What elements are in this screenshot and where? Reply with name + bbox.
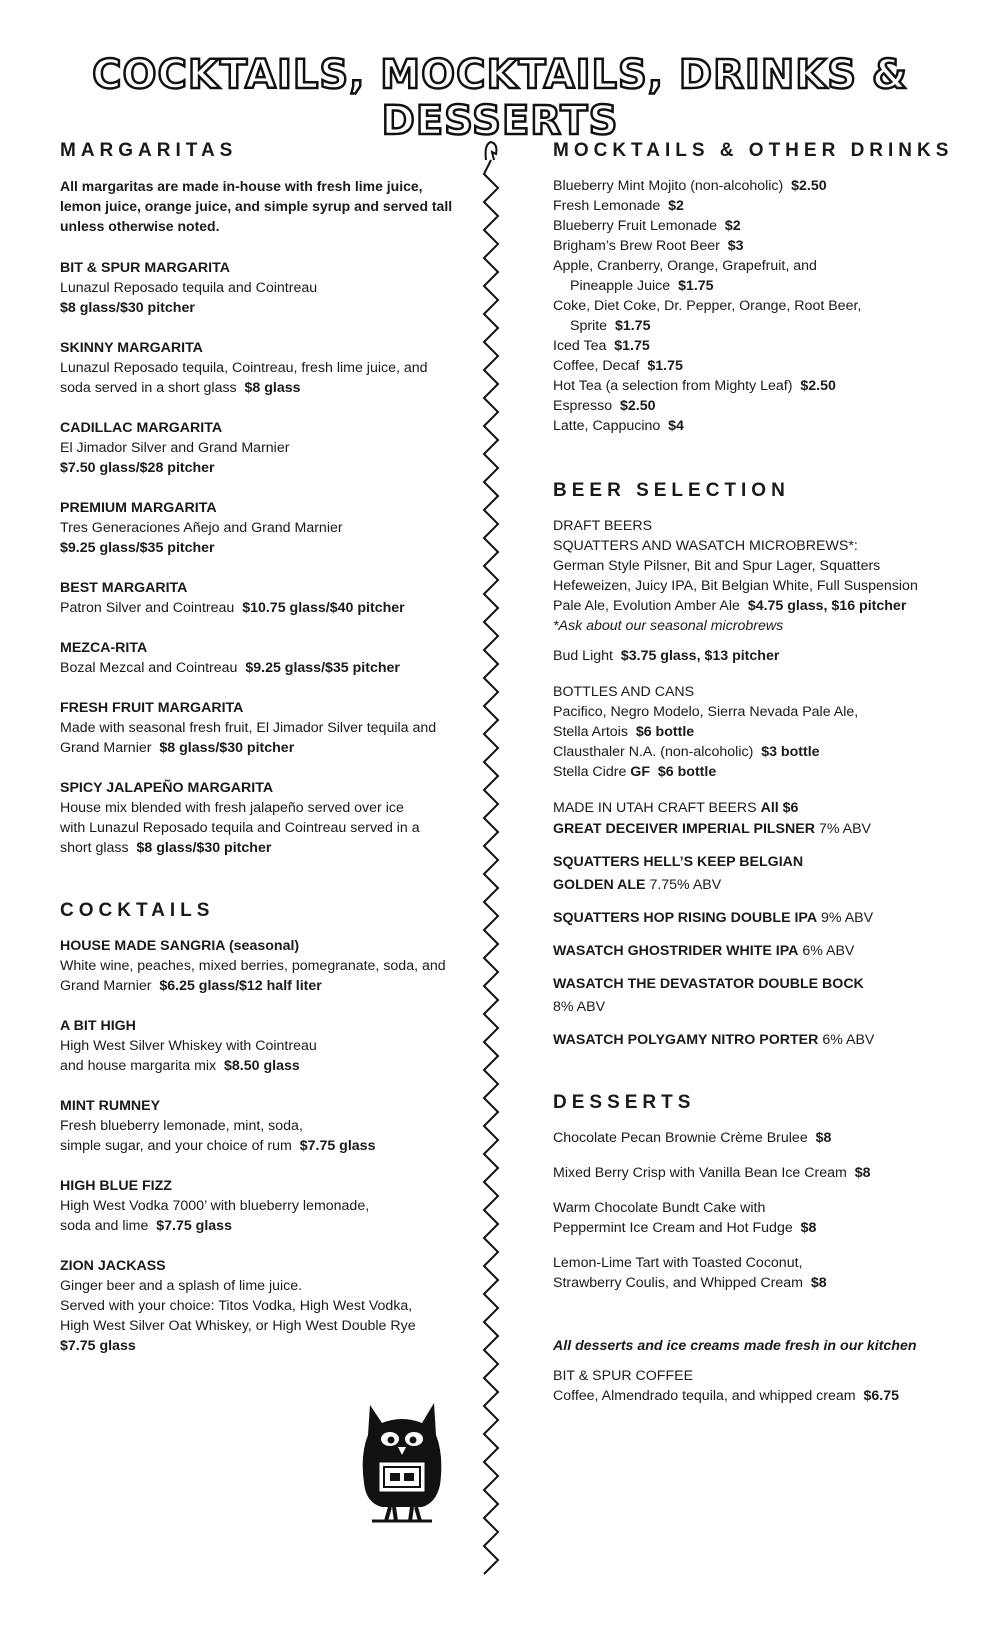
mocktail-name: Latte, Cappucino bbox=[553, 418, 661, 434]
dessert-name: Mixed Berry Crisp with Vanilla Bean Ice Cream bbox=[553, 1165, 847, 1181]
item-description: Tres Generaciones Añejo and Grand Marnier bbox=[60, 520, 343, 536]
menu-item bbox=[60, 498, 460, 558]
item-description: Lunazul Reposado tequila, Cointreau, fresh lime juice, and bbox=[60, 360, 428, 376]
margaritas-heading: MARGARITAS bbox=[60, 140, 238, 161]
item-name: FRESH FRUIT MARGARITA bbox=[60, 700, 244, 716]
owl-mascot-illustration bbox=[352, 1395, 452, 1525]
item-description-line bbox=[60, 438, 460, 458]
craft-beer-name: WASATCH POLYGAMY NITRO PORTER bbox=[553, 1032, 819, 1048]
mocktail-item bbox=[553, 416, 973, 436]
craft-beer-item bbox=[553, 818, 973, 841]
item-description: Served with your choice: Titos Vodka, High West Vodka, bbox=[60, 1298, 413, 1314]
draft-line: German Style Pilsner, Bit and Spur Lager, Squatters bbox=[553, 558, 881, 574]
gluten-free-badge: GF bbox=[630, 764, 650, 780]
item-price: $7.75 glass bbox=[60, 1338, 136, 1354]
dessert-name: Chocolate Pecan Brownie Crème Brulee bbox=[553, 1130, 808, 1146]
item-name: MINT RUMNEY bbox=[60, 1098, 161, 1114]
utah-craft-heading bbox=[553, 798, 973, 818]
item-price: $6.25 glass/$12 half liter bbox=[159, 978, 322, 994]
mocktail-name: Blueberry Mint Mojito (non-alcoholic) bbox=[553, 178, 784, 194]
mocktail-item bbox=[553, 216, 973, 236]
draft-line: Pale Ale, Evolution Amber Ale bbox=[553, 598, 740, 614]
item-description-line bbox=[60, 1036, 460, 1056]
mocktail-item bbox=[553, 356, 973, 376]
item-description-line bbox=[60, 1136, 460, 1156]
item-description-line bbox=[60, 818, 460, 838]
dessert-line bbox=[553, 1218, 973, 1238]
desserts-note: All desserts and ice creams made fresh in our kitchen bbox=[553, 1338, 917, 1354]
item-price: $8 glass bbox=[244, 380, 301, 396]
mocktail-name: Fresh Lemonade bbox=[553, 198, 661, 214]
item-description-line bbox=[60, 358, 460, 378]
mocktail-price: $1.75 bbox=[647, 358, 683, 374]
dessert-price: $8 bbox=[800, 1220, 817, 1236]
mocktail-name: Iced Tea bbox=[553, 338, 607, 354]
item-description: High West Silver Oat Whiskey, or High West Double Rye bbox=[60, 1318, 416, 1334]
craft-beer-abv: 7% ABV bbox=[818, 821, 871, 837]
craft-beer-line bbox=[553, 874, 973, 897]
menu-item bbox=[60, 1176, 460, 1236]
item-description: Lunazul Reposado tequila and Cointreau bbox=[60, 280, 318, 296]
cocktail-list bbox=[60, 936, 460, 1356]
item-description-line bbox=[60, 378, 460, 398]
mocktail-price: $1.75 bbox=[678, 278, 714, 294]
craft-beer-name: WASATCH THE DEVASTATOR DOUBLE BOCK bbox=[553, 976, 864, 992]
zigzag-divider bbox=[476, 140, 506, 1580]
menu-item bbox=[60, 1256, 460, 1356]
item-price: $10.75 glass/$40 pitcher bbox=[242, 600, 405, 616]
item-description: with Lunazul Reposado tequila and Cointreau served in a bbox=[60, 820, 420, 836]
item-name: MEZCA-RITA bbox=[60, 640, 148, 656]
mocktail-name: Coke, Diet Coke, Dr. Pepper, Orange, Root Beer, bbox=[553, 298, 862, 314]
item-description-line bbox=[60, 798, 460, 818]
menu-item bbox=[60, 638, 460, 678]
item-name: PREMIUM MARGARITA bbox=[60, 500, 217, 516]
mocktail-price: $2 bbox=[668, 198, 684, 214]
mocktail-item bbox=[553, 376, 973, 396]
mocktail-name: Pineapple Juice bbox=[570, 278, 671, 294]
dessert-list bbox=[553, 1128, 973, 1293]
beer-heading: BEER SELECTION bbox=[553, 480, 790, 501]
mocktail-item bbox=[553, 336, 973, 356]
mocktail-name: Brigham’s Brew Root Beer bbox=[553, 238, 720, 254]
margarita-list bbox=[60, 258, 460, 858]
item-price: $7.50 glass/$28 pitcher bbox=[60, 460, 215, 476]
bottles-heading: BOTTLES AND CANS bbox=[553, 684, 695, 700]
item-name: ZION JACKASS bbox=[60, 1258, 166, 1274]
item-description: Bozal Mezcal and Cointreau bbox=[60, 660, 238, 676]
item-description: Patron Silver and Cointreau bbox=[60, 600, 235, 616]
item-description: simple sugar, and your choice of rum bbox=[60, 1138, 292, 1154]
stella-text: Stella Artois bbox=[553, 724, 628, 740]
item-description-line bbox=[60, 1056, 460, 1076]
bud-light-text: Bud Light bbox=[553, 648, 613, 664]
dessert-item bbox=[553, 1198, 973, 1238]
cidre-price: $6 bottle bbox=[657, 764, 717, 780]
item-price: $8 glass/$30 pitcher bbox=[60, 300, 195, 316]
page-title: COCKTAILS, MOCKTAILS, DRINKS & DESSERTS bbox=[92, 52, 908, 144]
dessert-name: Strawberry Coulis, and Whipped Cream bbox=[553, 1275, 803, 1291]
dessert-name: Peppermint Ice Cream and Hot Fudge bbox=[553, 1220, 793, 1236]
mocktail-price: $1.75 bbox=[614, 318, 651, 334]
item-name: HOUSE MADE SANGRIA (seasonal) bbox=[60, 938, 300, 954]
item-description-line bbox=[60, 278, 460, 298]
mocktail-name: Apple, Cranberry, Orange, Grapefruit, and bbox=[553, 258, 817, 274]
menu-item bbox=[60, 698, 460, 758]
dessert-item bbox=[553, 1163, 973, 1183]
craft-beer-name: WASATCH GHOSTRIDER WHITE IPA bbox=[553, 943, 799, 959]
bottles-line: Pacifico, Negro Modelo, Sierra Nevada Pale Ale, bbox=[553, 704, 859, 720]
mocktail-price: $1.75 bbox=[614, 338, 650, 354]
craft-beer-item bbox=[553, 973, 973, 1019]
item-description: High West Silver Whiskey with Cointreau bbox=[60, 1038, 317, 1054]
item-description: White wine, peaches, mixed berries, pomegranate, soda, and bbox=[60, 958, 446, 974]
cocktails-heading: COCKTAILS bbox=[60, 900, 215, 921]
draft-beers bbox=[553, 516, 973, 636]
item-name: SKINNY MARGARITA bbox=[60, 340, 203, 356]
item-name: HIGH BLUE FIZZ bbox=[60, 1178, 172, 1194]
desserts-heading: DESSERTS bbox=[553, 1092, 696, 1113]
item-name: A BIT HIGH bbox=[60, 1018, 136, 1034]
draft-subheading: SQUATTERS AND WASATCH MICROBREWS*: bbox=[553, 538, 858, 554]
bottles-and-cans bbox=[553, 682, 973, 782]
menu-item bbox=[60, 1096, 460, 1156]
draft-line: Hefeweizen, Juicy IPA, Bit Belgian White, Full Suspension bbox=[553, 578, 918, 594]
mocktail-list bbox=[553, 176, 973, 436]
margaritas-intro: All margaritas are made in-house with fresh lime juice, lemon juice, orange juice, and simple syrup and served tall unless otherwise noted. bbox=[60, 178, 453, 234]
coffee-text: Coffee, Almendrado tequila, and whipped cream bbox=[553, 1388, 856, 1404]
draft-heading: DRAFT BEERS bbox=[553, 518, 653, 534]
utah-price: All $6 bbox=[760, 800, 799, 816]
item-description: High West Vodka 7000’ with blueberry lemonade, bbox=[60, 1198, 370, 1214]
clausthaler-text: Clausthaler N.A. (non-alcoholic) bbox=[553, 744, 754, 760]
left-column bbox=[60, 140, 460, 1376]
dessert-line bbox=[553, 1163, 973, 1183]
item-description-line bbox=[60, 838, 460, 858]
mocktail-price: $2.50 bbox=[791, 178, 827, 194]
menu-item bbox=[60, 338, 460, 398]
mocktail-name: Espresso bbox=[553, 398, 613, 414]
item-name: BEST MARGARITA bbox=[60, 580, 188, 596]
dessert-name: Lemon-Lime Tart with Toasted Coconut, bbox=[553, 1255, 803, 1271]
mocktail-name: Blueberry Fruit Lemonade bbox=[553, 218, 718, 234]
item-price: $8 glass/$30 pitcher bbox=[159, 740, 295, 756]
item-description-line bbox=[60, 718, 460, 738]
item-description: Ginger beer and a splash of lime juice. bbox=[60, 1278, 303, 1294]
item-description-line bbox=[60, 1216, 460, 1236]
menu-item bbox=[60, 578, 460, 618]
craft-beer-list bbox=[553, 818, 973, 1052]
mocktail-item bbox=[553, 316, 973, 336]
bud-light-price: $3.75 glass, $13 pitcher bbox=[620, 648, 780, 664]
mocktail-name: Coffee, Decaf bbox=[553, 358, 640, 374]
craft-beer-item bbox=[553, 907, 973, 930]
menu-item bbox=[60, 936, 460, 996]
item-description-line bbox=[60, 658, 460, 678]
bud-light-row bbox=[553, 646, 973, 666]
craft-beer-name: SQUATTERS HOP RISING DOUBLE IPA bbox=[553, 910, 818, 926]
draft-price: $4.75 glass, $16 pitcher bbox=[747, 598, 907, 614]
mocktail-item bbox=[553, 296, 973, 316]
item-price: $8.50 glass bbox=[224, 1058, 300, 1074]
coffee-heading: BIT & SPUR COFFEE bbox=[553, 1368, 694, 1384]
mocktail-item bbox=[553, 276, 973, 296]
craft-beer-name: SQUATTERS HELL’S KEEP BELGIAN bbox=[553, 854, 804, 870]
item-price: $9.25 glass/$35 pitcher bbox=[60, 540, 215, 556]
item-description: soda served in a short glass bbox=[60, 380, 237, 396]
craft-beer-name: GOLDEN ALE bbox=[553, 877, 646, 893]
mocktail-item bbox=[553, 236, 973, 256]
item-description-line bbox=[60, 1196, 460, 1216]
craft-beer-name: GREAT DECEIVER IMPERIAL PILSNER bbox=[553, 821, 815, 837]
craft-beer-abv: 6% ABV bbox=[802, 943, 855, 959]
dessert-price: $8 bbox=[854, 1165, 871, 1181]
bit-spur-coffee bbox=[553, 1366, 973, 1406]
item-name: SPICY JALAPEÑO MARGARITA bbox=[60, 780, 274, 796]
dessert-line bbox=[553, 1128, 973, 1148]
draft-note: *Ask about our seasonal microbrews bbox=[553, 618, 784, 634]
craft-beer-item bbox=[553, 940, 973, 963]
mocktail-price: $2.50 bbox=[620, 398, 656, 414]
item-description-line bbox=[60, 1296, 460, 1316]
menu-item bbox=[60, 778, 460, 858]
item-price: $8 glass/$30 pitcher bbox=[136, 840, 272, 856]
craft-beer-abv: 9% ABV bbox=[821, 910, 874, 926]
dessert-line bbox=[553, 1198, 973, 1218]
mocktail-item bbox=[553, 396, 973, 416]
stella-price: $6 bottle bbox=[635, 724, 695, 740]
item-description: Grand Marnier bbox=[60, 978, 152, 994]
craft-beer-abv: 8% ABV bbox=[553, 999, 606, 1015]
cidre-text: Stella Cidre bbox=[553, 764, 627, 780]
item-description-line bbox=[60, 1316, 460, 1336]
item-description-line bbox=[60, 1276, 460, 1296]
item-description: Fresh blueberry lemonade, mint, soda, bbox=[60, 1118, 303, 1134]
mocktail-item bbox=[553, 196, 973, 216]
item-description: El Jimador Silver and Grand Marnier bbox=[60, 440, 290, 456]
dessert-line bbox=[553, 1273, 973, 1293]
item-description-line bbox=[60, 1116, 460, 1136]
mocktail-name: Sprite bbox=[570, 318, 608, 334]
item-price: $7.75 glass bbox=[156, 1218, 232, 1234]
mocktail-price: $4 bbox=[668, 418, 684, 434]
item-description-line bbox=[60, 976, 460, 996]
item-description: House mix blended with fresh jalapeño served over ice bbox=[60, 800, 404, 816]
item-name: CADILLAC MARGARITA bbox=[60, 420, 223, 436]
mocktails-heading: MOCKTAILS & OTHER DRINKS bbox=[553, 140, 954, 161]
mocktail-item bbox=[553, 176, 973, 196]
dessert-item bbox=[553, 1253, 973, 1293]
mocktail-item bbox=[553, 256, 973, 276]
mocktail-price: $3 bbox=[727, 238, 744, 254]
item-description: Grand Marnier bbox=[60, 740, 152, 756]
dessert-price: $8 bbox=[810, 1275, 827, 1291]
item-description: short glass bbox=[60, 840, 129, 856]
item-description-line bbox=[60, 518, 460, 538]
menu-item bbox=[60, 258, 460, 318]
dessert-name: Warm Chocolate Bundt Cake with bbox=[553, 1200, 766, 1216]
item-price: $9.25 glass/$35 pitcher bbox=[245, 660, 400, 676]
utah-heading-text: MADE IN UTAH CRAFT BEERS bbox=[553, 800, 757, 816]
item-description: and house margarita mix bbox=[60, 1058, 217, 1074]
mocktail-price: $2 bbox=[724, 218, 741, 234]
item-description-line bbox=[60, 738, 460, 758]
craft-beer-item bbox=[553, 851, 973, 897]
clausthaler-price: $3 bottle bbox=[761, 744, 820, 760]
menu-item bbox=[60, 1016, 460, 1076]
coffee-price: $6.75 bbox=[863, 1388, 900, 1404]
dessert-price: $8 bbox=[815, 1130, 832, 1146]
mocktail-price: $2.50 bbox=[800, 378, 836, 394]
menu-item bbox=[60, 418, 460, 478]
item-name: BIT & SPUR MARGARITA bbox=[60, 260, 230, 276]
item-price: $7.75 glass bbox=[299, 1138, 376, 1154]
right-column bbox=[553, 140, 973, 1406]
craft-beer-abv: 6% ABV bbox=[822, 1032, 875, 1048]
item-description: Made with seasonal fresh fruit, El Jimador Silver tequila and bbox=[60, 720, 437, 736]
dessert-line bbox=[553, 1253, 973, 1273]
dessert-item bbox=[553, 1128, 973, 1148]
mocktail-name: Hot Tea (a selection from Mighty Leaf) bbox=[553, 378, 793, 394]
craft-beer-abv: 7.75% ABV bbox=[649, 877, 722, 893]
item-description-line bbox=[60, 956, 460, 976]
craft-beer-item bbox=[553, 1029, 973, 1052]
item-description-line bbox=[60, 598, 460, 618]
item-description: soda and lime bbox=[60, 1218, 149, 1234]
